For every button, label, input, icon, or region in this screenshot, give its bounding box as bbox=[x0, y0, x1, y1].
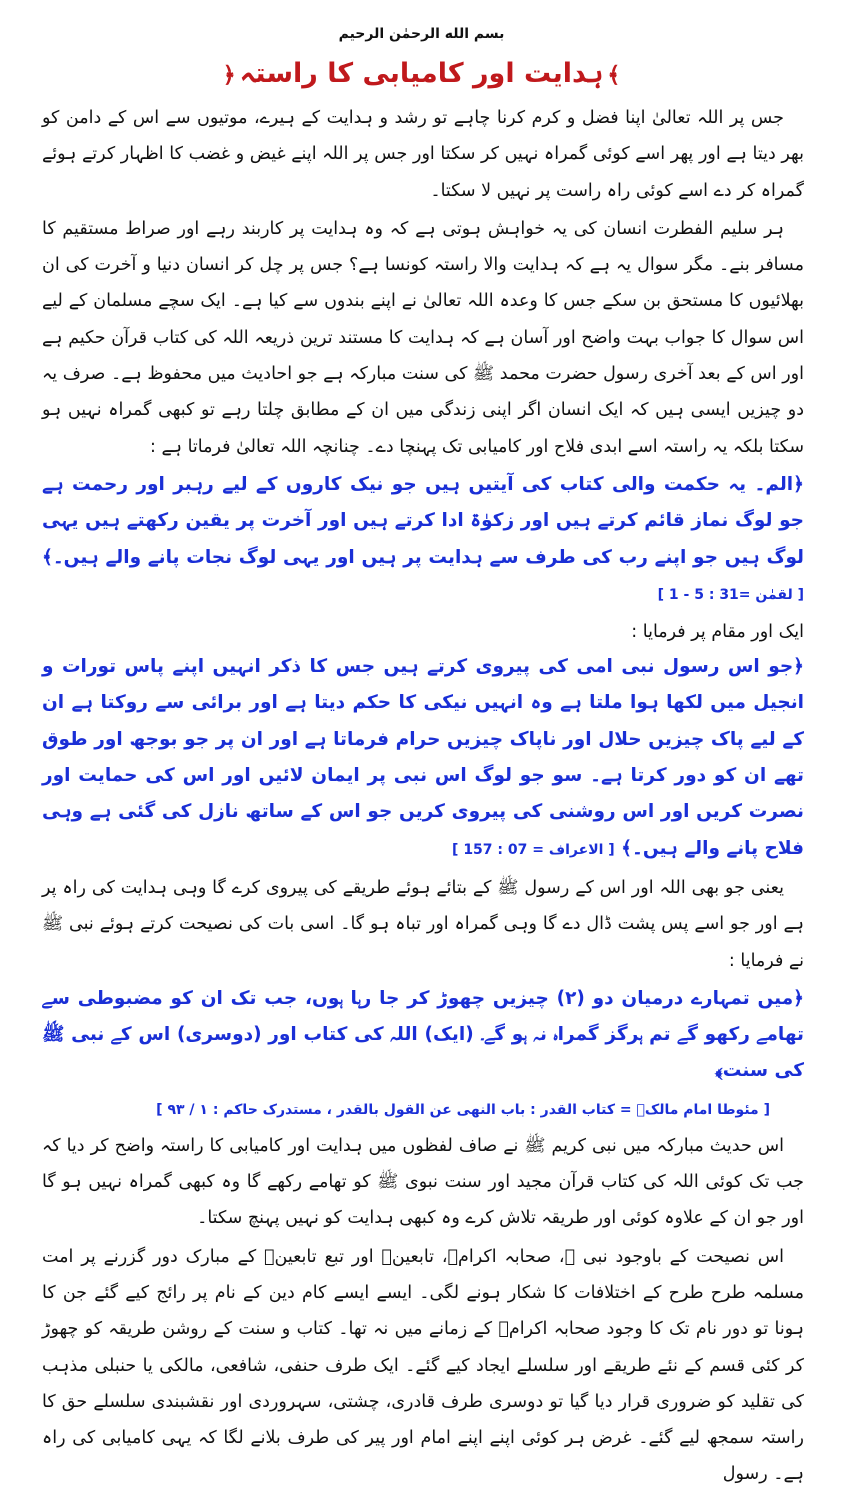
title-text: ہدایت اور کامیابی کا راستہ bbox=[239, 58, 604, 89]
paragraph-intro: جس پر اللہ تعالیٰ اپنا فضل و کرم کرنا چاہے تو رشد و ہدایت کے ہیرے، موتیوں سے اس کے دامن کو بھر دیتا ہے اور پھر اسے کوئی گمراہ نہیں کر سکتا اور جس پر اللہ اپنے غیض و غضب کا اظہار کرتے ہوئے گمراہ کر دے اسے کوئی راہ راست پر نہیں لا سکتا۔ bbox=[42, 108, 804, 201]
paragraph-guidance: ہر سلیم الفطرت انسان کی یہ خواہش ہوتی ہے کہ وہ ہدایت پر کاربند رہے اور صراط مستقیم کا مسافر بنے۔ مگر سوال یہ ہے کہ ہدایت والا راستہ کونسا ہے؟ جس پر چل کر انسان دنیا و آخرت کی ان بھلائیوں کا مستحق بن سکے جس کا وعدہ اللہ تعالیٰ نے اپنے بندوں سے کیا ہے۔ ایک سچے مسلمان کے لیے اس سوال کا جواب بہت واضح اور آسان ہے کہ ہدایت کا مستند ترین ذریعہ اللہ کی کتاب قرآن حکیم ہے اور اس کے بعد آخری رسول حضرت محمد ﷺ کی سنت مبارکہ ہے جو احادیث میں محفوظ ہے۔ صرف یہ دو چیزیں ایسی ہیں کہ ایک انسان اگر اپنی زندگی میں ان کے مطابق چلتا رہے تو کبھی گمراہ نہیں ہو سکتا بلکہ یہ راستہ اسے ابدی فلاح اور کامیابی تک پہنچا دے۔ چنانچہ اللہ تعالیٰ فرماتا ہے : bbox=[42, 218, 804, 457]
paragraph-hadith-explanation: اس حدیث مبارکہ میں نبی کریم ﷺ نے صاف لفظوں میں ہدایت اور کامیابی کا راستہ واضح کر دیا کہ جب تک کوئی اللہ کی کتاب قرآن مجید اور سنت نبوی ﷺ کو تھامے رکھے گا وہ کبھی گمراہ نہیں ہو گا اور جو ان کے علاوہ کوئی اور طریقہ تلاش کرے وہ کبھی ہدایت کو نہیں پہنچ سکتا۔ bbox=[42, 1135, 804, 1229]
hadith-reference: [ مئوطا امام مالکؒ = کتاب القدر : باب النهی عن القول بالقدر ، مستدرک حاکم : ۱ / ۹۳ ] bbox=[156, 1101, 770, 1118]
quran-quote-luqman-text: ﴿الم۔ یہ حکمت والی کتاب کی آیتیں ہیں جو نیک کاروں کے لیے رہبر اور رحمت ہے جو لوگ نماز قائم کرتے ہیں اور زکوٰۃ ادا کرتے ہیں اور آخرت پر یقین رکھتے ہیں یہی لوگ ہیں جو اپنے رب کی طرف سے ہدایت پر ہیں اور یہی لوگ نجات پانے والے ہیں۔﴾ bbox=[42, 473, 804, 568]
paragraph-another-place: ایک اور مقام پر فرمایا : bbox=[631, 622, 804, 643]
title-ornament-left: ﴿ bbox=[222, 63, 236, 88]
title-ornament-right: ﴾ bbox=[607, 63, 621, 88]
quran-ref-luqman: [ لقمٰن =31 : 5 - 1 ] bbox=[657, 586, 804, 603]
quran-ref-araf: [ الاعراف = 07 : 157 ] bbox=[452, 841, 615, 858]
paragraph-follow: یعنی جو بھی اللہ اور اس کے رسول ﷺ کے بتائے ہوئے طریقے کی پیروی کرے گا وہی ہدایت کی راہ پر ہے اور جو اسے پس پشت ڈال دے گا وہی گمراہ اور تباہ ہو گا۔ اسی بات کی نصیحت کرتے ہوئے نبی ﷺ نے فرمایا : bbox=[42, 877, 804, 971]
article-body bbox=[42, 100, 804, 1495]
bismillah-header: بسم الله الرحمٰن الرحیم bbox=[338, 26, 505, 42]
quran-quote-luqman bbox=[42, 467, 804, 613]
quran-quote-araf bbox=[42, 649, 804, 868]
paragraph-differences: اس نصیحت کے باوجود نبی ﷺ، صحابہ اکرامؓ، تابعینؒ اور تبع تابعینؒ کے مبارک دور گزرنے پر امت مسلمہ طرح طرح کے اختلافات کا شکار ہونے لگی۔ ایسے ایسے کام دین کے نام پر رائج کیے گئے جن کا ہونا تو دور نام تک کا وجود صحابہ اکرامؓ کے زمانے میں نہ تھا۔ کتاب و سنت کے روشن طریقہ کو چھوڑ کر کئی قسم کے نئے طریقے اور سلسلے ایجاد کیے گئے۔ ایک طرف حنفی، شافعی، مالکی یا حنبلی مذہب کی تقلید کو ضروری قرار دیا گیا تو دوسری طرف قادری، چشتی، سہروردی اور نقشبندی سلسلے حق کا راستہ سمجھ لیے گئے۔ غرض ہر کوئی اپنے اپنے امام اور پیر کی طرف بلانے لگا کہ یہی کامیابی کی راہ ہے۔ رسول bbox=[42, 1246, 804, 1485]
quran-quote-araf-text: ﴿جو اس رسول نبی امی کی پیروی کرتے ہیں جس کا ذکر انہیں اپنے پاس تورات و انجیل میں لکھا ہوا ملتا ہے وہ انہیں نیکی کا حکم دیتا ہے اور برائی سے روکتا ہے ان کے لیے پاک چیزیں حلال اور ناپاک چیزیں حرام فرماتا ہے اور ان پر جو بوجھ اور طوق تھے ان کو دور کرتا ہے۔ سو جو لوگ اس نبی پر ایمان لائیں اور اس کی حمایت اور نصرت کریں اور اس روشنی کی پیروی کریں جو اس کے ساتھ نازل کی گئی ہے وہی فلاح پانے والے ہیں۔﴾ bbox=[42, 656, 804, 859]
page-title bbox=[0, 58, 843, 89]
hadith-quote: ﴿میں تمہارے درمیان دو (۲) چیزیں چھوڑ کر جا رہا ہوں، جب تک ان کو مضبوطی سے تھامے رکھو گے تم ہرگز گمراہ نہ ہو گے۔ (ایک) اللہ کی کتاب اور (دوسری) اس کے نبی ﷺ کی سنت﴾ bbox=[42, 987, 804, 1082]
